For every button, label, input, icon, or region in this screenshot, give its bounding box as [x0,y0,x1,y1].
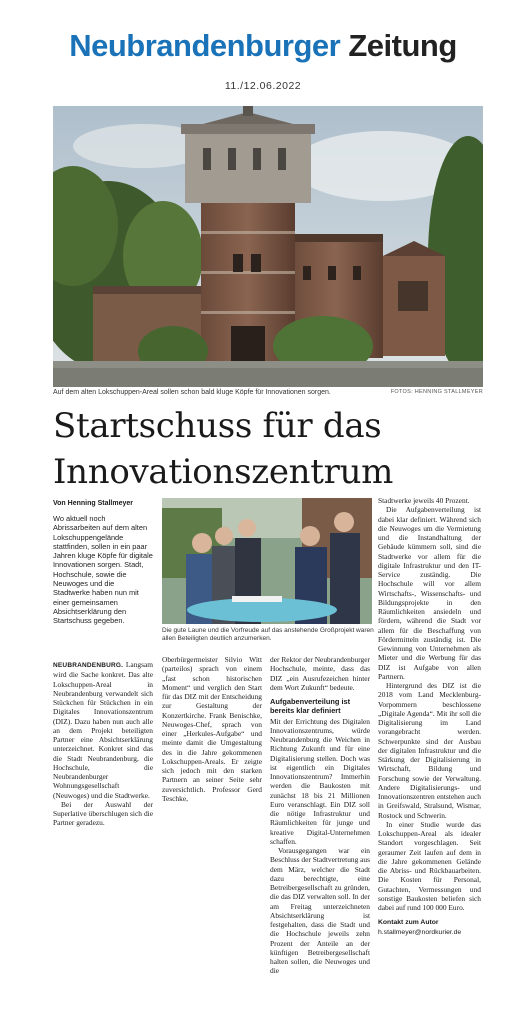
subheading: Aufgabenverteilung ist bereits klar definiert [270,697,351,716]
headline-line2: Innovationszentrum [53,452,394,492]
lead-photo-caption [53,389,483,396]
paragraph: Langsam wird die Sache konkret. Das alte Lokschuppen-Areal in Neubrandenburg verwandelt sich Stückchen für Stückchen in ein Digitales Innovationszentrum (DIZ). Dazu haben nun auch alle an dem Projekt beteiligten Partner eine Absichtserklärung unterzeichnet. Konkret sind das die Stadt Neubrandenburg, die Hochschule, die Neubrandenburger Wohnungsgesellschaft (Neuwoges) und die Stadtwerke. [53,660,153,800]
article-column-4 [378,496,481,937]
paragraph: Bei der Auswahl der Superlative überschlugen sich die Partner geradezu. [53,799,153,828]
paragraph: Hintergrund des DIZ ist die 2018 vom Land Mecklenburg-Vorpommern beschlossene „Digitale Agenda“. Mit ihr soll die Digitalisierung im Land vorangebracht werden. Schwerpunkte sind der Ausbau der digitalen Infrastruktur und die Stärkung der Digitalisierung in Wirtschaft, Bildung und Forschung sowie der Verwaltung. Andere Digitalisierungs- und Innovationszentren entstehen auch in Greifswald, Stralsund, Wismar, Rostock und Schwerin. [378,681,481,820]
contact-heading: Kontakt zum Autor [378,919,439,927]
paragraph: Oberbürgermeister Silvio Witt (parteilos) sprach von einem „fast schon historischen Moment“ und verglich den Start für das DIZ mit der Entscheidung zur Gestaltung der Konzertkirche. Frank Benischke, Neuwoges-Chef, sprach von einer „Herkules-Aufgabe“ und meinte damit die Umgestaltung des in die Jahre gekommenen Lokschuppen-Areals. Er zeigte sich jedoch mit den starken Partnern an seiner Seite sehr zuversichtlich. Professor Gerd Teschke, [162,655,262,803]
article-column-1 [53,660,153,828]
teaser: Wo aktuell noch Abrissarbeiten auf dem alten Lokschuppengelände stattfinden, sollen in ein paar Jahren kluge Köpfe für digitale Innovationen sorgen. Stadt, Hochschule, sowie die Neuwoges und die Stadtwerke haben nun mit einer gemeinsamen Absichtserklärung den Startschuss gegeben. [53,514,153,626]
group-photo [162,498,372,624]
paragraph: der Rektor der Neubrandenburger Hochschule, meinte, dass das DIZ „ein Ausrufezeichen hinter dem Wort Zukunft“ bedeute. [270,655,370,692]
lead-photo [53,106,483,387]
paragraph: Mit der Errichtung des Digitalen Innovationszentrums, würde Neubrandenburg die Weichen in Richtung Zukunft und für eine Digitalisierung stellen. Doch was ist eigentlich ein Digitales Innovationszentrum? Immerhin werden die Baukosten mit zunächst 18 bis 21 Millionen Euro veranschlagt. Ein DIZ soll die nötige Infrastruktur und Räumlichkeiten für junge und kreative Digital-Unternehmen schaffen. [270,716,370,846]
issue-date: 11./12.06.2022 [224,80,302,92]
water-tower-photo [53,106,483,387]
author-email[interactable]: h.stallmeyer@nordkurier.de [378,928,462,936]
headline [53,403,493,495]
paragraph: Vorausgegangen war ein Beschluss der Stadtvertretung aus dem März, welcher die Stadt dazu berechtigte, eine Betreibergesellschaft zu gründen, die das DIZ verwalten soll. In der am Freitag unterzeichneten Absichtserklärung ist festgehalten, dass die Stadt und die Hochschule jeweils zehn Prozent der Anteile an der künftigen Betreibergesellschaft halten sollen, die Neuwoges und die [270,846,370,976]
paragraph: Die Aufgabenverteilung ist dabei klar definiert. Während sich die Neuwoges um die Vermietung und die Instandhaltung der Gebäude kümmern soll, sind die Stadtwerke vor allem für die digitale Infrastruktur und den IT-Service zuständig. Die Hochschule will vor allem Wirtschafts-, Wissenschafts- und Bildungsprojekte in den Räumlichkeiten ansiedeln und fördern, während die Stadt vor allem für die Beschaffung von Fördermitteln zuständig ist. Die Gewinnung von Unternehmen als Mieter und die Werbung für das DIZ ist Aufgabe von allen Partnern. [378,505,481,681]
photo-credit: FOTOS: HENNING STALLMEYER [390,389,483,395]
headline-line1: Startschuss für das [53,406,382,446]
article-column-2 [162,655,262,803]
masthead-part2: Zeitung [348,28,457,63]
paragraph: In einer Studie wurde das Lokschuppen-Areal als idealer Standort vorgeschlagen. Seit geraumer Zeit laufen auf dem in die Jahre gekommenen Gelände die Abriss- und Rückbauarbeiten. Die Kosten für Personal, Gutachten, Vermessungen und sonstige Baukosten beliefen sich dabei auf rund 100 000 Euro. [378,819,481,912]
byline: Von Henning Stallmeyer [53,500,133,507]
caption-text: Auf dem alten Lokschuppen-Areal sollen schon bald kluge Köpfe für Innovationen sorgen. [53,389,331,396]
masthead [0,28,526,64]
paragraph: Stadtwerke jeweils 40 Prozent. [378,496,470,505]
people-photo [162,498,372,624]
masthead-part1: Neubrandenburger [69,28,341,63]
dateline: NEUBRANDENBURG. [53,662,124,669]
group-photo-caption: Die gute Laune und die Vorfreude auf das anstehende Großprojekt waren allen Beteiligten deutlich anzumerken. [162,627,374,643]
article-column-3 [270,655,370,976]
